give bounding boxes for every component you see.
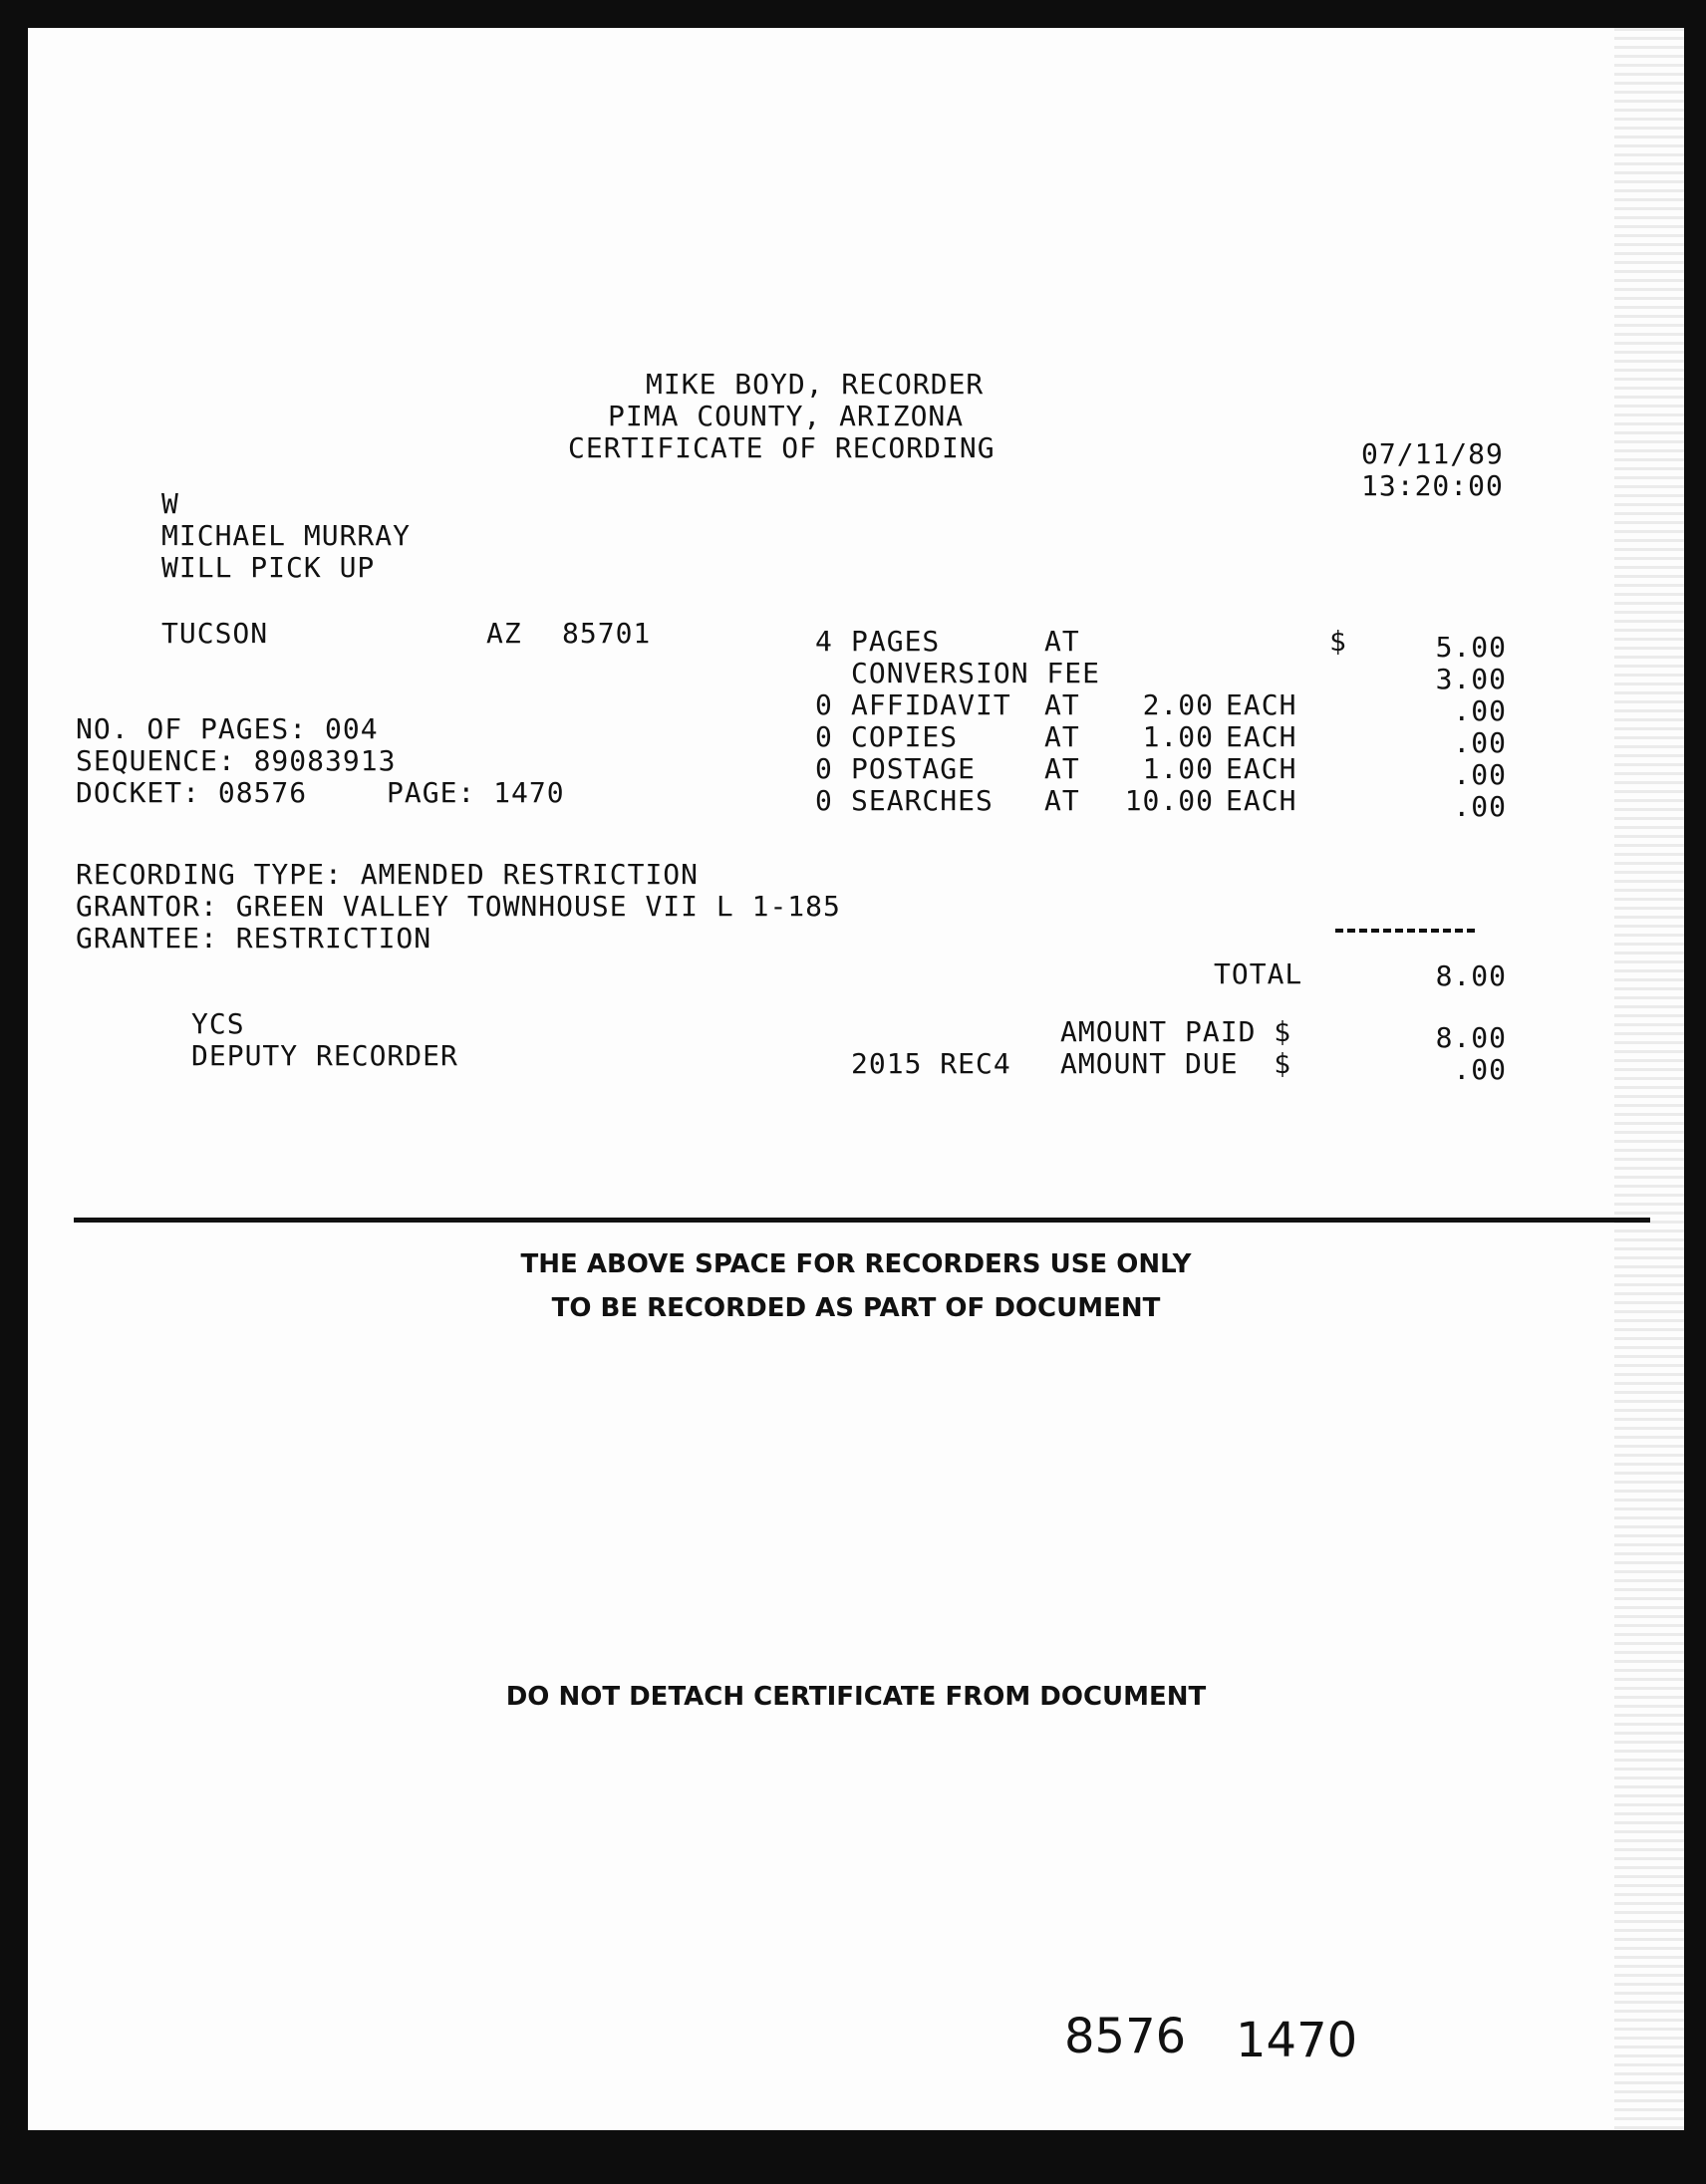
fee-at: AT [1044, 688, 1080, 721]
fee-at: AT [1044, 625, 1080, 658]
docket-page: PAGE: 1470 [387, 776, 565, 809]
address-state: AZ [486, 617, 522, 650]
fee-each: EACH [1226, 784, 1297, 817]
fee-amount: .00 [1453, 726, 1507, 759]
fee-amount: 3.00 [1435, 663, 1507, 695]
recording-type: RECORDING TYPE: AMENDED RESTRICTION [76, 858, 700, 891]
certificate-title: CERTIFICATE OF RECORDING [568, 431, 995, 464]
docket-number: DOCKET: 08576 [76, 776, 308, 809]
recorder-name: MIKE BOYD, RECORDER [646, 368, 985, 401]
fee-item: PAGES [851, 625, 941, 658]
amount-paid-value: 8.00 [1435, 1021, 1507, 1054]
fee-qty: 0 [815, 784, 833, 817]
address-zip: 85701 [562, 617, 652, 650]
fee-item: CONVERSION FEE [851, 657, 1101, 689]
sequence-number: SEQUENCE: 89083913 [76, 744, 397, 777]
fee-currency: $ [1329, 625, 1347, 658]
fee-item: POSTAGE [851, 752, 977, 785]
number-of-pages: NO. OF PAGES: 004 [76, 712, 379, 745]
fee-at: AT [1044, 752, 1080, 785]
fee-rate: 10.00 [1124, 784, 1214, 817]
fee-amount: .00 [1453, 790, 1507, 823]
fee-qty: 4 [815, 625, 833, 658]
page-number: 1470 [1236, 2013, 1358, 2068]
fee-qty: 0 [815, 720, 833, 753]
recording-time: 13:20:00 [1361, 469, 1504, 502]
recording-date: 07/11/89 [1361, 437, 1504, 470]
amount-paid-label: AMOUNT PAID $ [1060, 1015, 1292, 1048]
fee-rate: 1.00 [1142, 720, 1214, 753]
total-divider [1335, 929, 1475, 933]
address-note: WILL PICK UP [161, 551, 376, 584]
fee-each: EACH [1226, 688, 1297, 721]
amount-due-label: AMOUNT DUE $ [1060, 1047, 1292, 1080]
fee-qty: 0 [815, 752, 833, 785]
deputy-title: DEPUTY RECORDER [191, 1039, 458, 1072]
fee-item: AFFIDAVIT [851, 688, 1011, 721]
fee-each: EACH [1226, 720, 1297, 753]
fee-amount: 5.00 [1435, 631, 1507, 664]
fee-item: SEARCHES [851, 784, 994, 817]
grantor: GRANTOR: GREEN VALLEY TOWNHOUSE VII L 1-185 [76, 890, 841, 923]
amount-due-value: .00 [1453, 1053, 1507, 1086]
recorded-part-note: TO BE RECORDED AS PART OF DOCUMENT [551, 1293, 1161, 1323]
fee-each: EACH [1226, 752, 1297, 785]
county-name: PIMA COUNTY, ARIZONA [608, 400, 965, 432]
fee-rate: 1.00 [1142, 752, 1214, 785]
fee-rate: 2.00 [1142, 688, 1214, 721]
register-code: 2015 REC4 [851, 1047, 1011, 1080]
total-value: 8.00 [1435, 959, 1507, 992]
address-city: TUCSON [161, 617, 269, 650]
detach-warning: DO NOT DETACH CERTIFICATE FROM DOCUMENT [505, 1682, 1207, 1712]
fee-qty: 0 [815, 688, 833, 721]
total-label: TOTAL [1214, 957, 1303, 990]
addressee-name: MICHAEL MURRAY [161, 519, 412, 552]
grantee: GRANTEE: RESTRICTION [76, 922, 432, 955]
address-line: W [161, 487, 179, 520]
fee-item: COPIES [851, 720, 959, 753]
fee-amount: .00 [1453, 694, 1507, 727]
fee-at: AT [1044, 784, 1080, 817]
fee-at: AT [1044, 720, 1080, 753]
certificate-page [28, 28, 1684, 2130]
separator-rule [74, 1218, 1650, 1223]
fee-amount: .00 [1453, 758, 1507, 791]
recorders-use-note: THE ABOVE SPACE FOR RECORDERS USE ONLY [520, 1249, 1192, 1279]
deputy-initials: YCS [191, 1007, 245, 1040]
book-number: 8576 [1064, 2009, 1187, 2064]
